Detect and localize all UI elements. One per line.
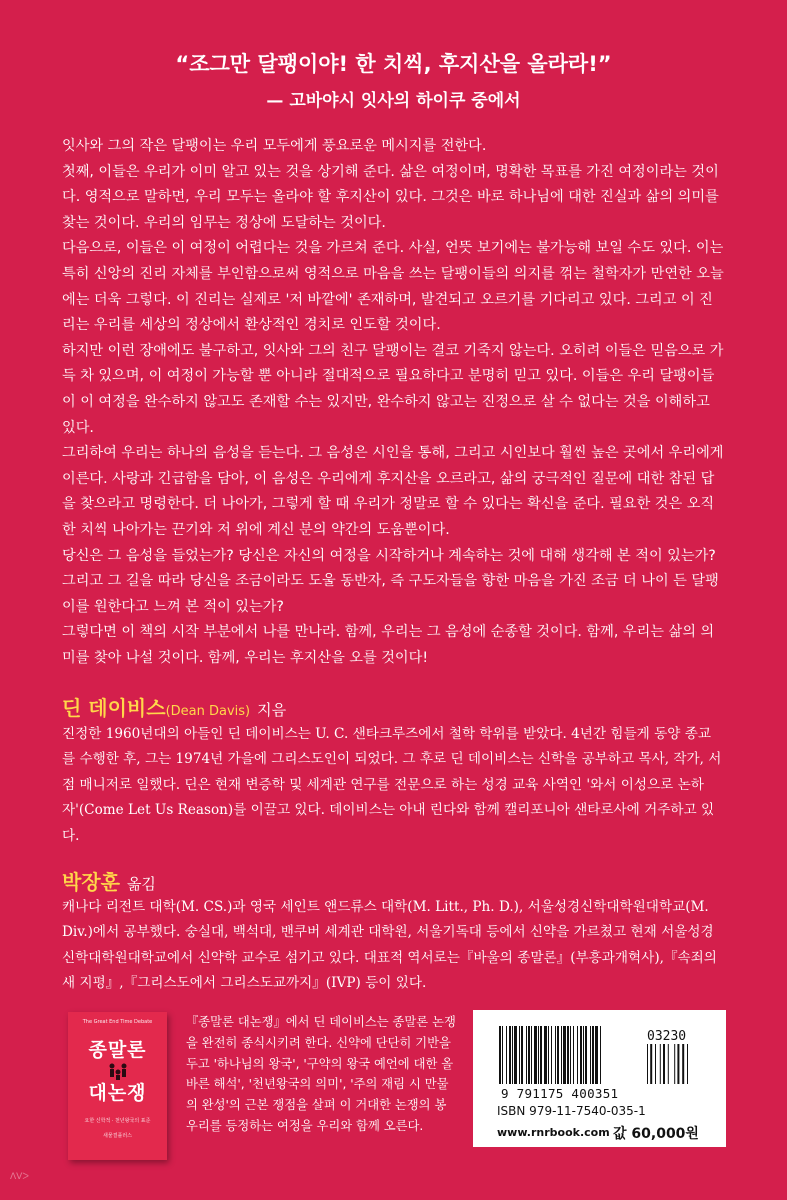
translator-name: 박장훈 <box>62 870 120 894</box>
thumbnail-title-line2: 대논쟁 <box>88 1082 147 1104</box>
intro-paragraph: 하지만 이런 장애에도 불구하고, 잇사와 그의 친구 달팽이는 결코 기죽지 않는다. 오히려 이들은 믿음으로 가득 차 있으며, 이 여정이 가능할 뿐 아니라 절대적으로 필요하다고 분명히 믿고 있다. 이들은 우리 달팽이들이 이 여정을 완수하지 않고도 존재할 수는 있지만, 완수하지 않고는 진정으로 살 수 없다는 것을 이해하고 있다. <box>62 342 724 436</box>
barcode-box <box>473 1010 726 1147</box>
thumbnail-title-line1: 종말론 <box>88 1039 147 1061</box>
intro-text <box>62 134 724 671</box>
epigraph-quote: “조그만 달팽이야! 한 치씩, 후지산을 올라라!” <box>175 52 612 76</box>
intro-paragraph: 첫째, 이들은 우리가 이미 알고 있는 것을 상기해 준다. 삶은 여정이며, 명확한 목표를 가진 여정이라는 것이다. 영적으로 말하면, 우리 모두는 올라야 할 후지산이 있다. 그것은 바로 하나님에 대한 진실과 삶의 의미를 찾는 것이다. 우리의 임무는 정상에 도달하는 것이다. <box>62 163 719 231</box>
intro-paragraph: 그리하여 우리는 하나의 음성을 듣는다. 그 음성은 시인을 통해, 그리고 시인보다 훨씬 높은 곳에서 우리에게 이른다. 사랑과 긴급함을 담아, 이 음성은 우리에게 후지산을 오르라고, 삶의 궁극적인 질문에 대한 참된 답을 찾으라고 명령한다. 더 나아가, 그렇게 할 때 우리가 정말로 할 수 있다는 확신을 준다. 필요한 것은 오직 한 치씩 나아가는 끈기와 저 위에 계신 분의 약간의 도움뿐이다. <box>62 445 724 538</box>
barcode-addon: 03230 <box>647 1029 687 1044</box>
author-role: 지음 <box>257 701 287 719</box>
intro-paragraph: 잇사와 그의 작은 달팽이는 우리 모두에게 풍요로운 메시지를 전한다. <box>62 138 487 154</box>
intro-paragraph: 그렇다면 이 책의 시작 부분에서 나를 만나라. 함께, 우리는 그 음성에 순종할 것이다. 함께, 우리는 삶의 의미를 찾아 나설 것이다. 함께, 우리는 후지산을 오를 것이다! <box>62 624 715 666</box>
debaters-illustration-icon <box>106 1062 130 1080</box>
translator-role: 옮김 <box>126 875 156 893</box>
author-bio: 진정한 1960년대의 아들인 딘 데이비스는 U. C. 샌타크루즈에서 철학 학위를 받았다. 4년간 힘들게 동양 종교를 수행한 후, 그는 1974년 가을에 그리스도인이 되었다. 그 후로 딘 데이비스는 신학을 공부하고 목사, 작가, 서점 매니저로 일했다. 딘은 현재 변증학 및 세계관 연구를 전문으로 하는 성경 교육 사역인 '와서 이성으로 논하자'(Come Let Us Reason)를 이끌고 있다. 데이비스는 아내 린다와 함께 캘리포니아 샌타로사에 거주하고 있다. <box>62 726 722 844</box>
corner-mark: ᐱᐯᐳ <box>10 1172 29 1182</box>
author-name-en: (Dean Davis) <box>165 704 251 719</box>
book-blurb: 『종말론 대논쟁』에서 딘 데이비스는 종말론 논쟁을 완전히 종식시키려 한다. 신약에 단단히 기반을 두고 '하나님의 왕국', '구약의 왕국 예언에 대한 올바른 해석', '천년왕국의 의미', '주의 재림 시 만물의 완성'의 근본 쟁점을 살펴 이 거대한 논쟁의 봉우리를 등정하는 여정을 우리와 함께 오른다. <box>186 1015 456 1133</box>
barcode-digits: 9 791175 400351 <box>501 1086 619 1101</box>
barcode-icon <box>495 1026 707 1088</box>
isbn-number: ISBN 979-11-7540-035-1 <box>497 1104 646 1118</box>
translator-bio: 캐나다 리전트 대학(M. CS.)과 영국 세인트 앤드류스 대학(M. Litt., Ph. D.), 서울성경신학대학원대학교(M. Div.)에서 공부했다. 숭실대, 백석대, 밴쿠버 세계관 대학원, 서울기독대 등에서 신약을 가르쳤고 현재 서울성경신학대학원대학교에서 신약학 교수로 섬기고 있다. 대표적 역서로는『바울의 종말론』(부흥과개혁사),『속죄의 새 지평』,『그리스도에서 그리스도교까지』(IVP) 등이 있다. <box>62 899 717 992</box>
author-name: 딘 데이비스 <box>62 696 166 720</box>
epigraph-source: — 고바야시 잇사의 하이쿠 중에서 <box>266 91 521 111</box>
book-cover-thumbnail <box>68 1012 167 1160</box>
translator-heading <box>62 866 156 895</box>
book-price: 값 60,000원 <box>613 1126 699 1142</box>
intro-paragraph: 당신은 그 음성을 들었는가? 당신은 자신의 여정을 시작하거나 계속하는 것에 대해 생각해 본 적이 있는가? 그리고 그 길을 따라 당신을 조금이라도 도울 동반자, 즉 구도자들을 향한 마음을 가진 조금 더 나이 든 달팽이를 원한다고 느껴 본 적이 있는가? <box>62 547 719 615</box>
publisher-url: www.rnrbook.com <box>497 1126 610 1139</box>
intro-paragraph: 다음으로, 이들은 이 여정이 어렵다는 것을 가르쳐 준다. 사실, 언뜻 보기에는 불가능해 보일 수도 있다. 이는 특히 신앙의 진리 자체를 부인함으로써 영적으로 마음을 쓰는 달팽이들의 의지를 꺾는 철학자가 만연한 오늘에는 더욱 그렇다. 이 진리는 실제로 '저 바깥에' 존재하며, 발견되고 오르기를 기다리고 있다. 그리고 이 진리는 우리를 세상의 정상에서 환상적인 경치로 인도할 것이다. <box>62 240 724 334</box>
thumbnail-title-en: The Great End Time Debate <box>82 1019 153 1025</box>
thumbnail-publisher: 새물결플러스 <box>103 1133 132 1139</box>
thumbnail-subtitle: 요한 신학적 · 천년왕국의 표준 <box>84 1118 151 1124</box>
author-heading <box>62 692 286 721</box>
